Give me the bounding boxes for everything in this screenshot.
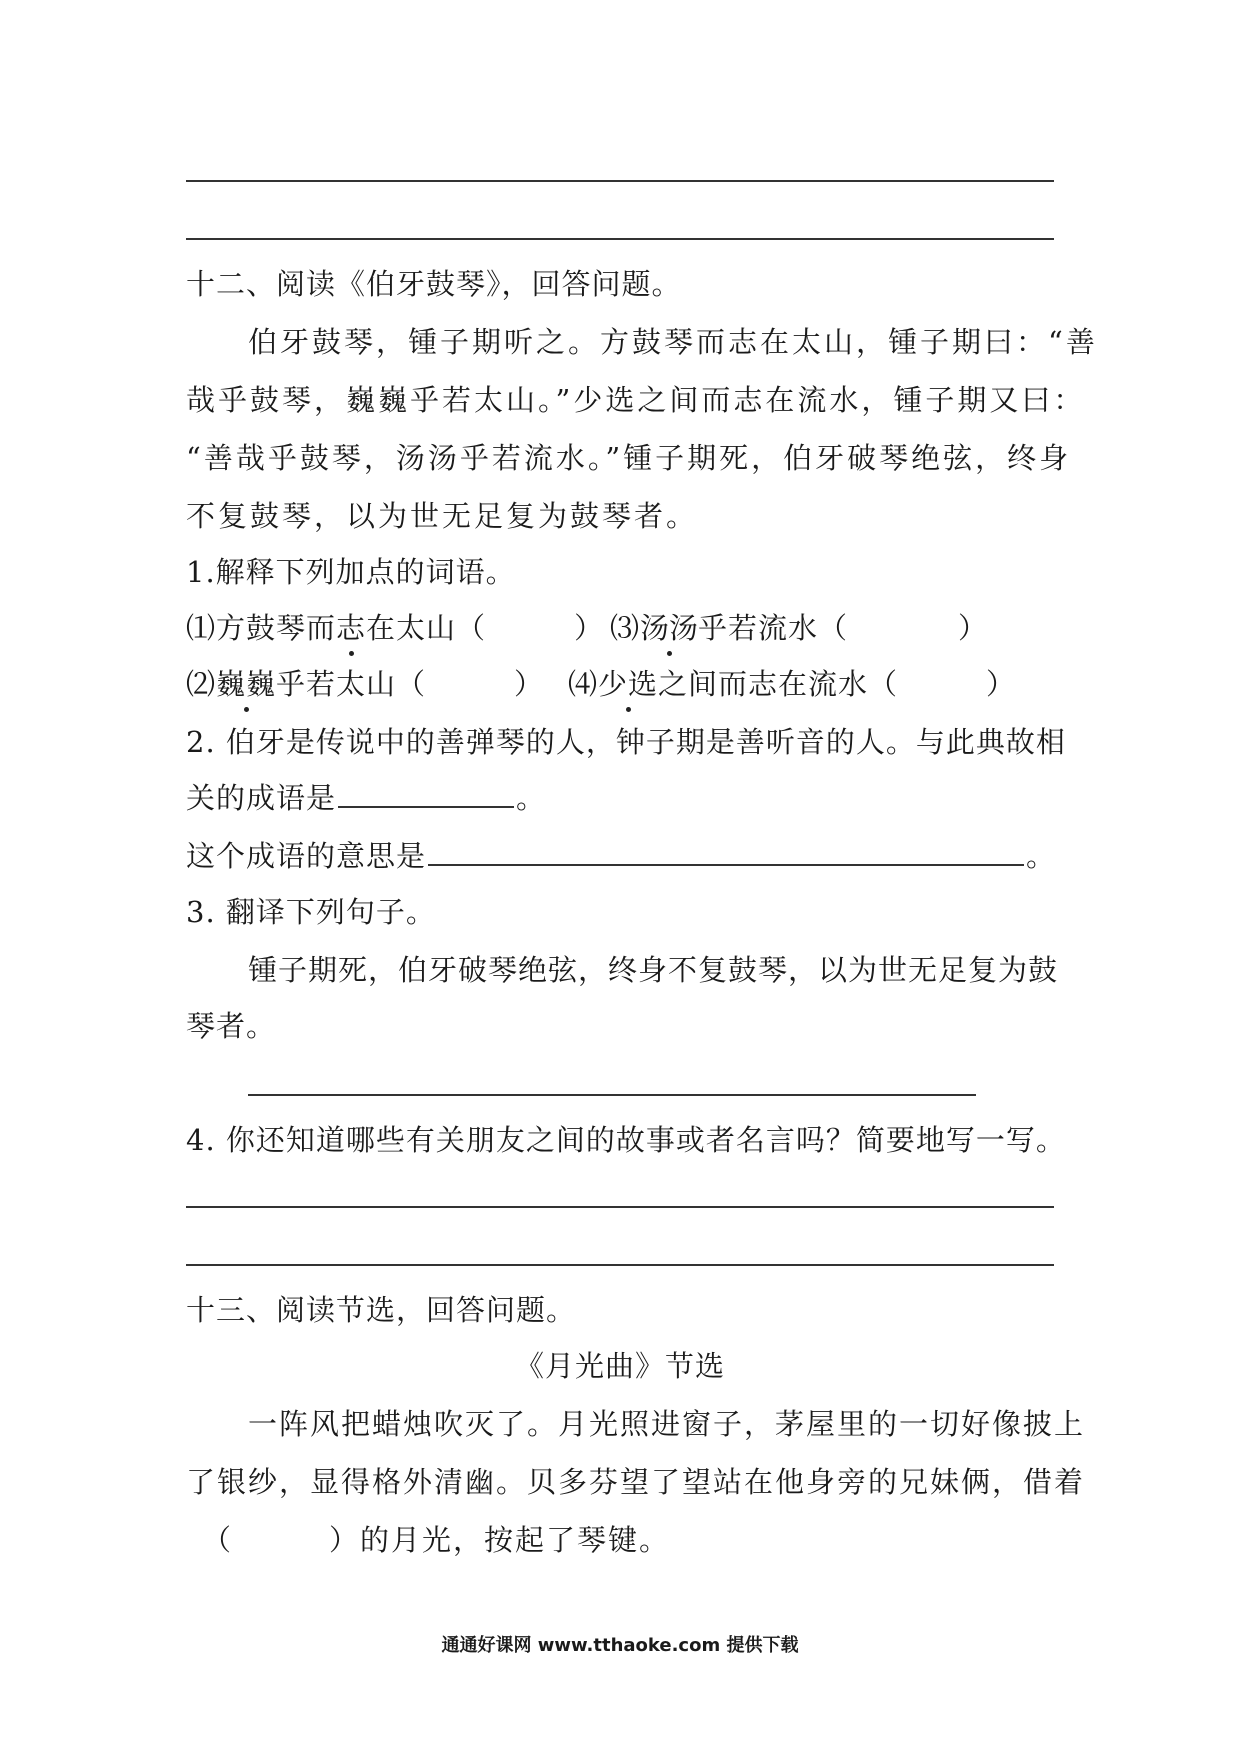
prompt-text: 。 [1026, 839, 1057, 873]
item-text: 之间而志在流水（ [658, 667, 899, 701]
q12-sub2-line: 2. 伯牙是传说中的善弹琴的人，钟子期是善听音的人。与此典故相 [186, 725, 1066, 759]
item-close: ） [958, 611, 989, 645]
item-close: ） [514, 667, 545, 701]
q12-sub3-title: 3. 翻译下列句子。 [186, 895, 436, 929]
item-text: 乎若太山（ [276, 667, 427, 701]
passage-text: ）的月光，按起了琴键。 [329, 1523, 671, 1557]
item-number: ⑷ [568, 667, 599, 701]
q12-sub3-sentence: 锺子期死，伯牙破琴绝弦，终身不复鼓琴，以为世无足复为鼓 [248, 953, 1059, 987]
prompt-text: 。 [516, 781, 547, 815]
prompt-text: 这个成语的意思是 [186, 839, 427, 873]
item-number: ⑶ [610, 611, 641, 645]
q12-passage-line: “善哉乎鼓琴，汤汤乎若流水。”锺子期死，伯牙破琴绝弦，终身 [186, 441, 1072, 475]
open-paren: （ [202, 1523, 234, 1557]
item-text: 在太山（ [366, 611, 487, 645]
answer-line [186, 180, 1054, 182]
idiom-answer-blank[interactable] [338, 778, 514, 808]
item-close: ） [986, 667, 1017, 701]
q12-item-2 [186, 664, 544, 704]
q13-subtitle: 《月光曲》节选 [514, 1349, 725, 1383]
q12-sub4-title: 4. 你还知道哪些有关朋友之间的故事或者名言吗？简要地写一写。 [186, 1123, 1066, 1157]
q12-heading: 十二、阅读《伯牙鼓琴》，回答问题。 [186, 267, 682, 301]
prompt-text: 关的成语是 [186, 781, 337, 815]
q13-passage-line: 了银纱，显得格外清幽。贝多芬望了望站在他身旁的兄妹俩，借着 [186, 1465, 1086, 1499]
answer-line [186, 238, 1054, 240]
q12-passage-line: 伯牙鼓琴，锺子期听之。方鼓琴而志在太山，锺子期曰：“善 [248, 325, 1098, 359]
footer-source: 通通好课网 www.tthaoke.com 提供下载 [441, 1635, 799, 1656]
q12-item-3 [610, 608, 988, 648]
meaning-answer-blank[interactable] [428, 836, 1024, 866]
item-text: 乎若流水（ [698, 611, 849, 645]
answer-line[interactable] [186, 1206, 1054, 1208]
dotted-word: 少选 [598, 664, 658, 704]
dotted-word: 志 [336, 608, 366, 648]
translation-answer-line[interactable] [248, 1094, 976, 1096]
dotted-word: 汤汤 [640, 608, 698, 648]
q12-sub3-sentence: 琴者。 [186, 1009, 277, 1043]
q12-passage-line: 哉乎鼓琴，巍巍乎若太山。”少选之间而志在流水，锺子期又曰： [186, 383, 1086, 417]
q12-item-4 [568, 664, 1016, 704]
q12-sub2-meaning [186, 836, 1056, 876]
item-number: ⑵ [186, 667, 217, 701]
q12-item-1 [186, 608, 604, 648]
q12-passage-line: 不复鼓琴，以为世无足复为鼓琴者。 [186, 499, 699, 533]
q12-sub1-title: 1.解释下列加点的词语。 [186, 555, 516, 589]
item-number: ⑴ [186, 611, 217, 645]
q13-passage-line [202, 1520, 670, 1560]
item-close: ） [574, 611, 605, 645]
dotted-word: 巍巍 [216, 664, 276, 704]
q13-heading: 十三、阅读节选，回答问题。 [186, 1293, 577, 1327]
item-text: 方鼓琴而 [216, 611, 337, 645]
q13-passage-line: 一阵风把蜡烛吹灭了。月光照进窗子，茅屋里的一切好像披上 [248, 1407, 1086, 1441]
answer-line[interactable] [186, 1264, 1054, 1266]
q12-sub2-idiom [186, 778, 546, 818]
